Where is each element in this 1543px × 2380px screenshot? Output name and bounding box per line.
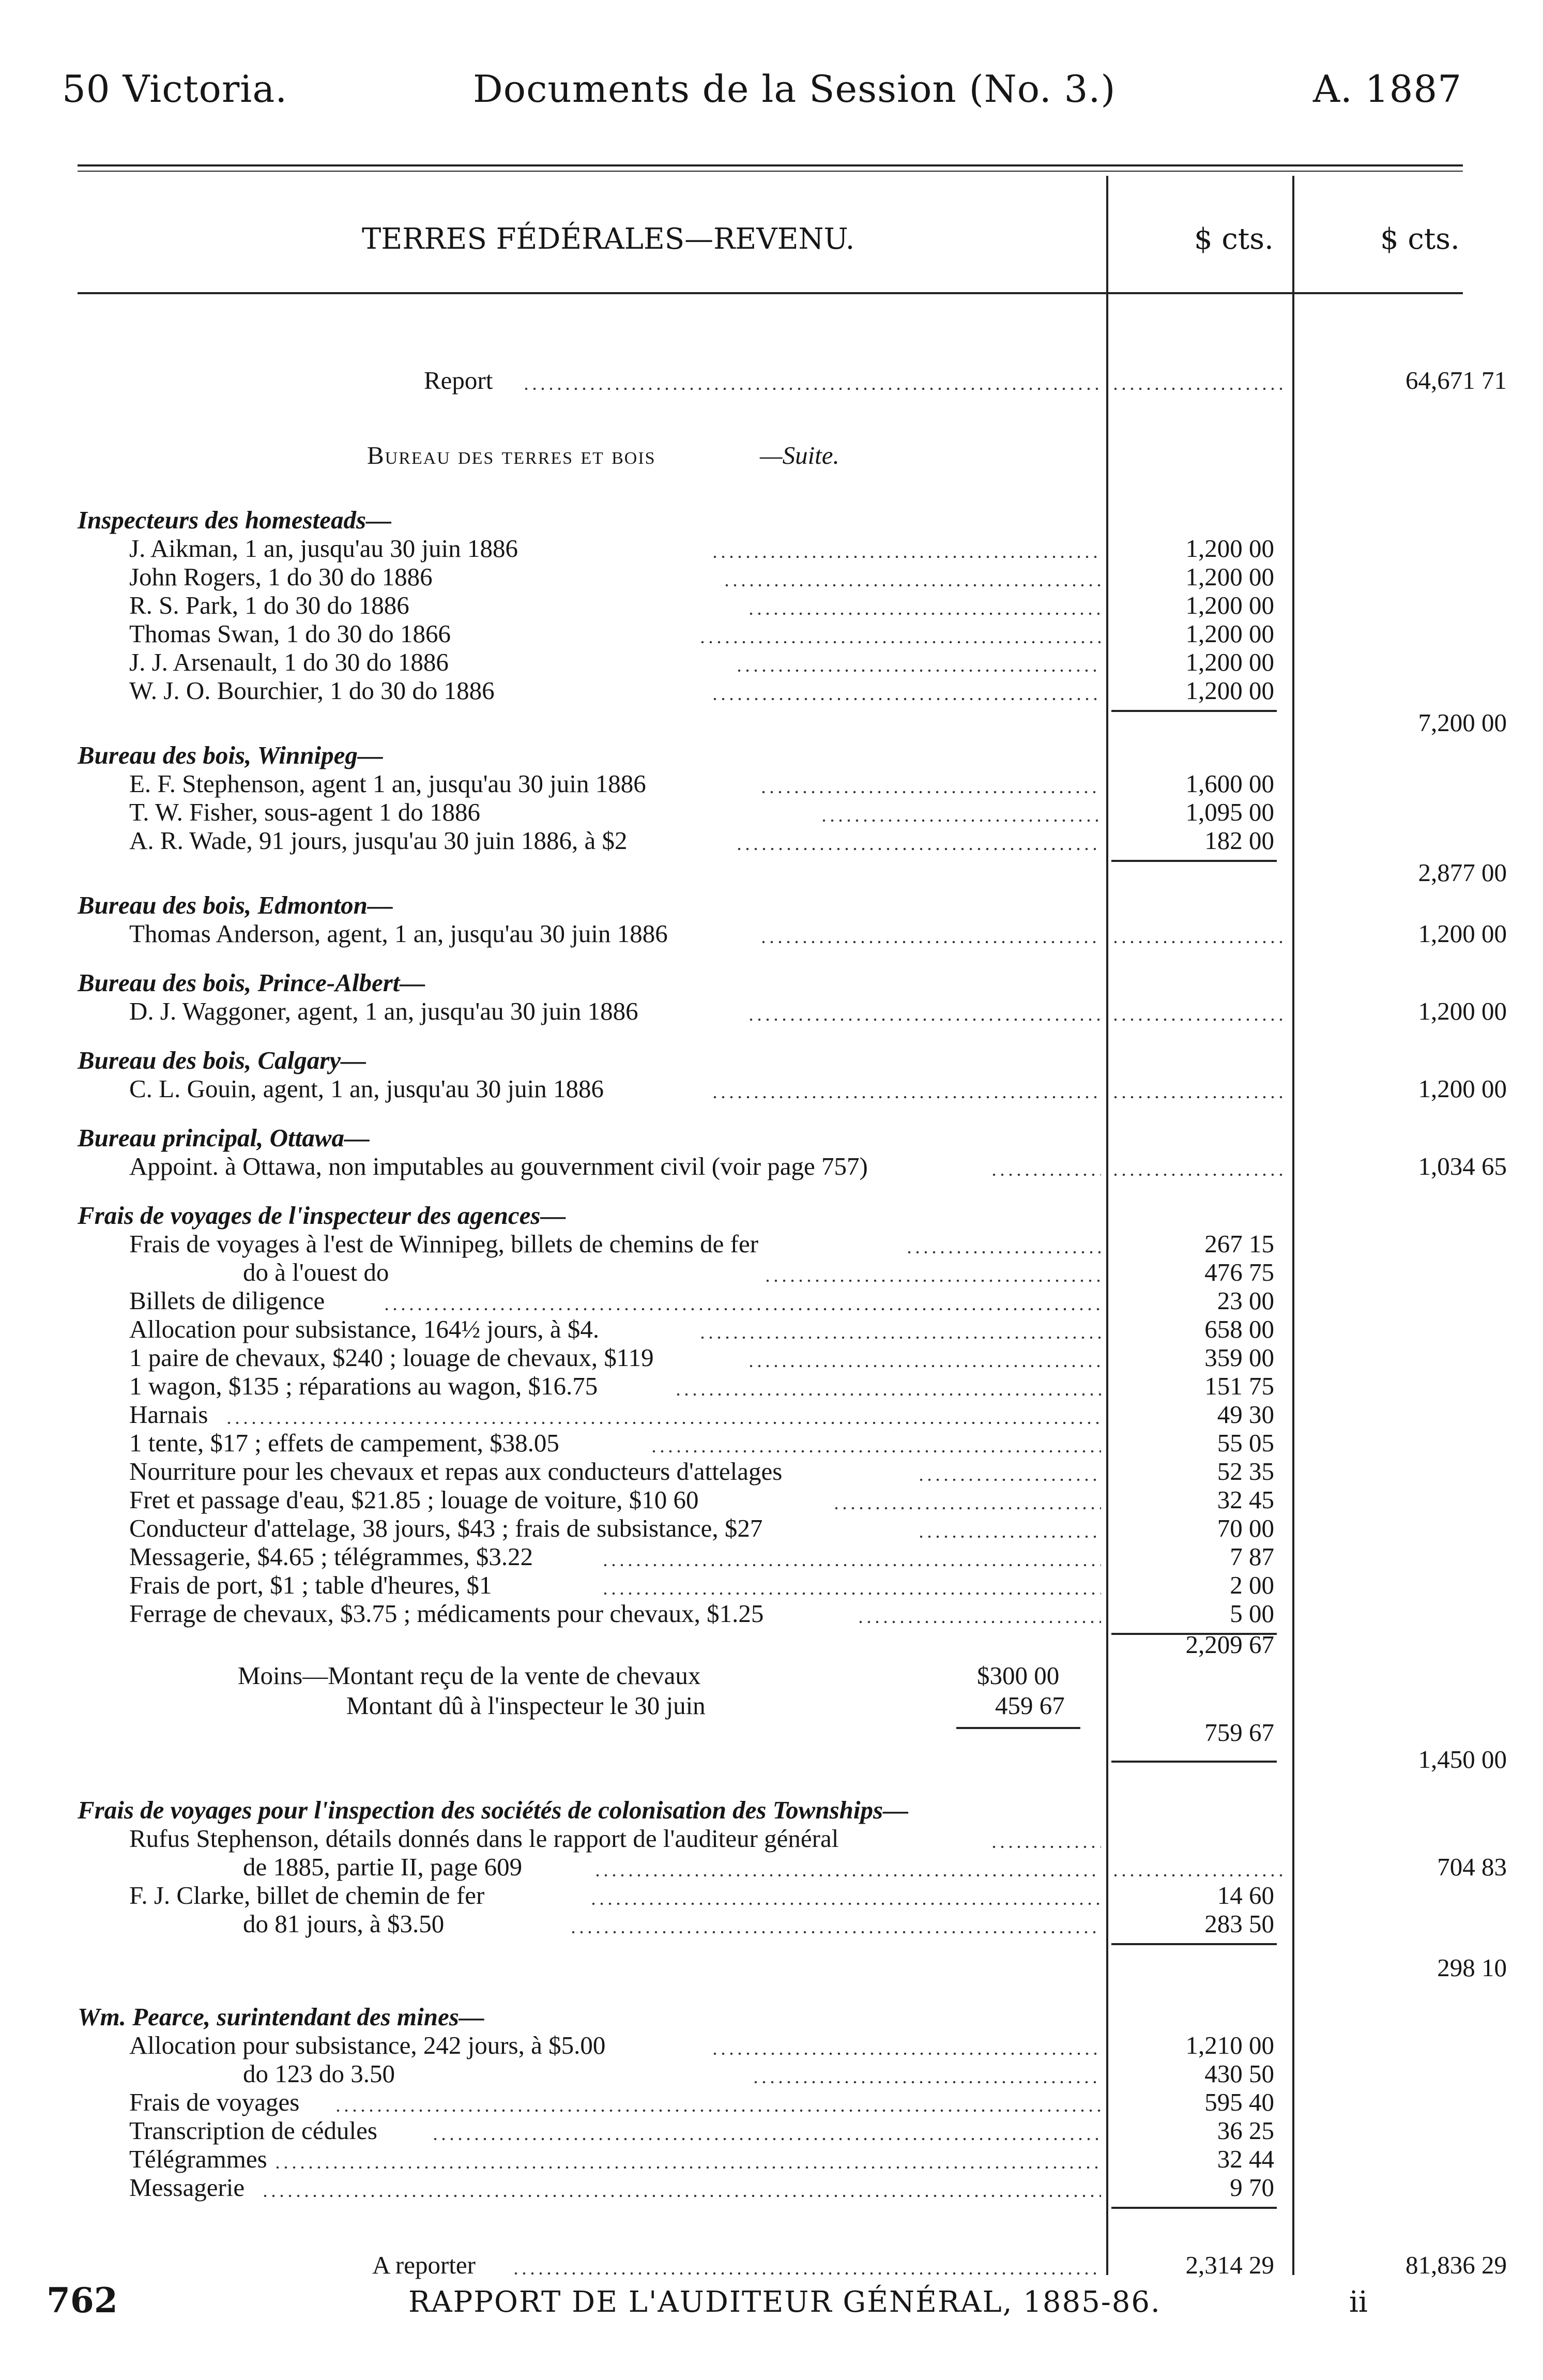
section-heading: Frais de voyages de l'inspecteur des agences— <box>78 1201 566 1230</box>
amount-col1: 1,600 00 <box>1185 769 1274 798</box>
line-description: T. W. Fisher, sous-agent 1 do 1886 <box>129 798 481 826</box>
dot-leader <box>711 555 1102 558</box>
ledger-row <box>0 2143 1543 2175</box>
bureau-title-main: Bureau des terres et bois <box>367 441 656 469</box>
line-description: 1 paire de chevaux, $240 ; louage de chevaux, $119 <box>129 1343 654 1372</box>
dot-leader <box>990 1173 1101 1176</box>
page-number: 762 <box>47 2280 118 2321</box>
dot-leader <box>261 2194 1101 2197</box>
ledger-row <box>0 646 1543 678</box>
moins-line1-amount: $300 00 <box>977 1661 1060 1690</box>
amount-col1: 32 45 <box>1217 1485 1274 1514</box>
ledger-row <box>0 1399 1543 1431</box>
amount-col1: 7 87 <box>1230 1542 1274 1571</box>
amount-col2: 1,200 00 <box>1418 997 1507 1025</box>
amount-col1: 1,200 00 <box>1185 676 1274 705</box>
line-description: Harnais <box>129 1400 208 1429</box>
moins-line2-amount: 459 67 <box>995 1691 1065 1720</box>
dot-leader <box>917 1478 1101 1481</box>
dot-leader <box>832 1507 1102 1510</box>
dot-leader <box>698 641 1101 644</box>
ledger-row <box>0 2058 1543 2090</box>
moins-col2: 1,450 00 <box>1418 1745 1507 1773</box>
dot-leader <box>747 1365 1101 1368</box>
ledger-row <box>0 1370 1543 1402</box>
dot-leader <box>747 1018 1101 1021</box>
ledger-row <box>0 1456 1543 1488</box>
ledger-row <box>0 618 1543 650</box>
dot-leader <box>905 1251 1102 1254</box>
line-description: J. J. Arsenault, 1 do 30 do 1886 <box>129 648 449 676</box>
ledger-row <box>0 589 1543 621</box>
section-heading: Wm. Pearce, surintendant des mines— <box>78 2003 484 2031</box>
amount-col1: 1,200 00 <box>1185 648 1274 676</box>
section-heading: Inspecteurs des homesteads— <box>78 506 392 534</box>
ledger-row <box>0 1879 1543 1912</box>
ledger-row <box>0 1228 1543 1260</box>
line-description: Frais de port, $1 ; table d'heures, $1 <box>129 1571 492 1599</box>
amount-col1: 23 00 <box>1217 1286 1274 1315</box>
ledger-row <box>0 1342 1543 1374</box>
dot-leader <box>747 612 1101 615</box>
ledger-row <box>0 796 1543 828</box>
amount-col1: 9 70 <box>1230 2173 1274 2202</box>
line-description: J. Aikman, 1 an, jusqu'au 30 juin 1886 <box>129 534 518 563</box>
subtotal-rule <box>1111 860 1277 862</box>
amount-col2: 7,200 00 <box>1418 708 1507 737</box>
reporter-label: A reporter <box>372 2251 476 2279</box>
bureau-title-suffix: —Suite. <box>760 441 839 469</box>
amount-col1: 14 60 <box>1217 1881 1274 1909</box>
amount-col2: 298 10 <box>1437 1953 1507 1982</box>
ledger-row <box>0 1150 1543 1183</box>
ledger-row <box>0 825 1543 887</box>
line-description: do 81 jours, à $3.50 <box>243 1909 445 1938</box>
ledger-row <box>0 1908 1543 1940</box>
table-title: TERRES FÉDÉRALES—REVENU. <box>362 222 855 256</box>
ledger-row <box>0 995 1543 1027</box>
dot-leader <box>431 2138 1101 2141</box>
line-description: Messagerie <box>129 2173 245 2202</box>
amount-col1: 5 00 <box>1230 1599 1274 1628</box>
amount-col1: 595 40 <box>1204 2088 1274 2116</box>
amount-col1: 1,200 00 <box>1185 534 1274 563</box>
ledger-row <box>0 918 1543 950</box>
dot-leader <box>273 2166 1102 2169</box>
ledger-row <box>0 1541 1543 1573</box>
line-description: W. J. O. Bourchier, 1 do 30 do 1886 <box>129 676 495 705</box>
line-description: Thomas Swan, 1 do 30 do 1866 <box>129 619 451 648</box>
dot-leader <box>1111 1018 1287 1021</box>
amount-col2: 1,200 00 <box>1418 1074 1507 1103</box>
section-heading-row <box>0 739 1543 771</box>
moins-line1: Moins—Montant reçu de la vente de chevaux <box>238 1661 701 1690</box>
ledger-row <box>0 1285 1543 1317</box>
ledger-row <box>0 1427 1543 1459</box>
ledger-row <box>0 1823 1543 1855</box>
line-description: de 1885, partie II, page 609 <box>243 1853 523 1881</box>
ledger-row <box>0 1256 1543 1288</box>
ledger-row <box>0 2029 1543 2061</box>
moins-col1: 759 67 <box>1204 1718 1274 1747</box>
section-heading: Frais de voyages pour l'inspection des sociétés de colonisation des Townships— <box>78 1796 909 1824</box>
dot-leader <box>650 1450 1101 1453</box>
subtotal-amount: 2,209 67 <box>1185 1630 1274 1659</box>
reporter-row <box>0 2249 1543 2281</box>
ledger-row <box>0 1073 1543 1105</box>
section-heading: Bureau des bois, Prince-Albert— <box>78 968 425 997</box>
amount-col2: 704 83 <box>1437 1853 1507 1881</box>
amount-col1: 267 15 <box>1204 1230 1274 1258</box>
amount-col1: 430 50 <box>1204 2059 1274 2088</box>
line-description: C. L. Gouin, agent, 1 an, jusqu'au 30 juin 1886 <box>129 1074 604 1103</box>
amount-col1: 1,200 00 <box>1185 619 1274 648</box>
dot-leader <box>512 2272 1101 2275</box>
line-description: Transcription de cédules <box>129 2116 377 2145</box>
line-description: E. F. Stephenson, agent 1 an, jusqu'au 30 juin 1886 <box>129 769 646 798</box>
section-heading-row <box>0 2001 1543 2033</box>
amount-col1: 1,200 00 <box>1185 591 1274 619</box>
subtotal-rule <box>1111 710 1277 712</box>
amount-col1: 151 75 <box>1204 1372 1274 1400</box>
amount-col1: 1,210 00 <box>1185 2031 1274 2059</box>
dot-leader <box>990 1845 1101 1848</box>
ledger-row <box>0 1851 1543 1883</box>
amount-col1: 658 00 <box>1204 1315 1274 1343</box>
dot-leader <box>1111 1173 1287 1176</box>
dot-leader <box>601 1592 1101 1595</box>
amount-col1: 70 00 <box>1217 1514 1274 1542</box>
dot-leader <box>917 1535 1101 1538</box>
dot-leader <box>674 1393 1101 1396</box>
line-description: R. S. Park, 1 do 30 do 1886 <box>129 591 409 619</box>
ledger-row <box>0 768 1543 800</box>
ledger-row <box>0 1313 1543 1345</box>
line-description: Ferrage de chevaux, $3.75 ; médicaments pour chevaux, $1.25 <box>129 1599 764 1628</box>
dot-leader <box>752 2081 1102 2084</box>
dot-leader <box>569 1931 1101 1934</box>
amount-col1: 2 00 <box>1230 1571 1274 1599</box>
dot-leader <box>711 1096 1102 1099</box>
dot-leader <box>698 1336 1101 1339</box>
line-description: Frais de voyages à l'est de Winnipeg, billets de chemins de fer <box>129 1230 759 1258</box>
subtotal-row <box>0 1629 1543 1661</box>
ledger-row <box>0 675 1543 737</box>
ledger-row <box>0 533 1543 565</box>
dot-leader <box>711 2052 1102 2055</box>
line-description: Fret et passage d'eau, $21.85 ; louage de voiture, $10 60 <box>129 1485 699 1514</box>
amount-col1: 359 00 <box>1204 1343 1274 1372</box>
subtotal-rule <box>1111 2207 1277 2209</box>
ledger-row <box>0 1484 1543 1516</box>
top-rule <box>78 164 1463 166</box>
amount-col2: 1,034 65 <box>1418 1152 1507 1180</box>
header-right: A. 1887 <box>1313 67 1462 111</box>
section-heading: Bureau des bois, Edmonton— <box>78 891 393 919</box>
line-description: D. J. Waggoner, agent, 1 an, jusqu'au 30 juin 1886 <box>129 997 638 1025</box>
ledger-row <box>0 1569 1543 1601</box>
dot-leader <box>735 669 1102 672</box>
amount-col2: 2,877 00 <box>1418 858 1507 887</box>
line-description: do 123 do 3.50 <box>243 2059 395 2088</box>
dot-leader <box>1111 387 1287 390</box>
amount-col1: 32 44 <box>1217 2145 1274 2173</box>
dot-leader <box>759 941 1102 944</box>
amount-col1: 36 25 <box>1217 2116 1274 2145</box>
section-heading: Bureau des bois, Winnipeg— <box>78 741 383 769</box>
line-description: Allocation pour subsistance, 164½ jours, à $4. <box>129 1315 600 1343</box>
dot-leader <box>820 819 1101 822</box>
line-description: Nourriture pour les chevaux et repas aux conducteurs d'attelages <box>129 1457 783 1485</box>
section-heading-row <box>0 889 1543 921</box>
section-heading-row <box>0 1044 1543 1077</box>
dot-leader <box>1111 1874 1287 1877</box>
report-amount: 64,671 71 <box>1405 366 1507 395</box>
amount-col1: 55 05 <box>1217 1429 1274 1457</box>
dot-leader <box>593 1874 1101 1877</box>
moins-line2: Montant dû à l'inspecteur le 30 juin <box>346 1691 706 1720</box>
subtotal-rule <box>1111 1943 1277 1945</box>
footer-title: RAPPORT DE L'AUDITEUR GÉNÉRAL, 1885-86. <box>408 2285 1161 2319</box>
dot-leader <box>522 387 1101 390</box>
line-description: Billets de diligence <box>129 1286 325 1315</box>
reporter-col1: 2,314 29 <box>1185 2251 1274 2279</box>
line-description: Messagerie, $4.65 ; télégrammes, $3.22 <box>129 1542 533 1571</box>
dot-leader <box>723 584 1101 587</box>
dot-leader <box>759 791 1102 794</box>
line-description: do à l'ouest do <box>243 1258 389 1286</box>
line-description: 1 wagon, $135 ; réparations au wagon, $16.75 <box>129 1372 598 1400</box>
dot-leader <box>763 1279 1101 1282</box>
section-heading-row <box>0 504 1543 536</box>
line-description: Télégrammes <box>129 2145 267 2173</box>
ledger-row <box>0 561 1543 593</box>
dot-leader <box>589 1902 1102 1905</box>
reporter-col2: 81,836 29 <box>1405 2251 1507 2279</box>
header-center: Documents de la Session (No. 3.) <box>473 67 1116 111</box>
amount-col2: 1,200 00 <box>1418 919 1507 948</box>
line-description: A. R. Wade, 91 jours, jusqu'au 30 juin 1886, à $2 <box>129 826 628 855</box>
section-heading-row <box>0 967 1543 999</box>
amount-col1: 182 00 <box>1204 826 1274 855</box>
line-description: John Rogers, 1 do 30 do 1886 <box>129 563 433 591</box>
line-description: F. J. Clarke, billet de chemin de fer <box>129 1881 485 1909</box>
top-rule-thin <box>78 171 1463 172</box>
ledger-row <box>0 1512 1543 1544</box>
amount-col1: 1,200 00 <box>1185 563 1274 591</box>
line-description: Frais de voyages <box>129 2088 300 2116</box>
section-heading-row <box>0 1794 1543 1826</box>
amount-col1: 283 50 <box>1204 1909 1274 1938</box>
col2-heading: $ cts. <box>1380 222 1460 256</box>
ledger-row <box>0 1952 1543 1984</box>
dot-leader <box>1111 1096 1287 1099</box>
line-description: Rufus Stephenson, détails donnés dans le rapport de l'auditeur général <box>129 1824 839 1853</box>
heading-rule <box>78 292 1463 294</box>
bureau-title <box>0 439 1543 472</box>
moins-row-1 <box>0 1660 1543 1692</box>
section-heading-row <box>0 1122 1543 1154</box>
ledger-row <box>0 2115 1543 2147</box>
section-heading: Bureau des bois, Calgary— <box>78 1046 366 1074</box>
line-description: Conducteur d'attelage, 38 jours, $43 ; frais de subsistance, $27 <box>129 1514 763 1542</box>
line-description: Appoint. à Ottawa, non imputables au gouvernment civil (voir page 757) <box>129 1152 868 1180</box>
dot-leader <box>711 698 1102 701</box>
ledger-row <box>0 2172 1543 2204</box>
moins-col2-row <box>0 1744 1543 1776</box>
line-description: Allocation pour subsistance, 242 jours, à $5.00 <box>129 2031 606 2059</box>
amount-col1: 1,095 00 <box>1185 798 1274 826</box>
dot-leader <box>1111 941 1287 944</box>
ledger-row <box>0 1598 1543 1630</box>
dot-leader <box>601 1564 1101 1567</box>
ledger-row <box>0 2086 1543 2118</box>
footer-right: ii <box>1349 2285 1368 2319</box>
report-label: Report <box>424 366 493 395</box>
dot-leader <box>857 1620 1102 1624</box>
dot-leader <box>225 1421 1102 1424</box>
dot-leader <box>735 847 1102 851</box>
section-heading: Bureau principal, Ottawa— <box>78 1124 370 1152</box>
amount-col1: 476 75 <box>1204 1258 1274 1286</box>
amount-col1: 49 30 <box>1217 1400 1274 1429</box>
line-description: Thomas Anderson, agent, 1 an, jusqu'au 30 juin 1886 <box>129 919 668 948</box>
dot-leader <box>383 1308 1101 1311</box>
col1-heading: $ cts. <box>1194 222 1274 256</box>
dot-leader <box>334 2109 1101 2112</box>
section-heading-row <box>0 1200 1543 1232</box>
report-row <box>0 365 1543 397</box>
amount-col1: 52 35 <box>1217 1457 1274 1485</box>
header-left: 50 Victoria. <box>62 67 288 111</box>
line-description: 1 tente, $17 ; effets de campement, $38.05 <box>129 1429 559 1457</box>
